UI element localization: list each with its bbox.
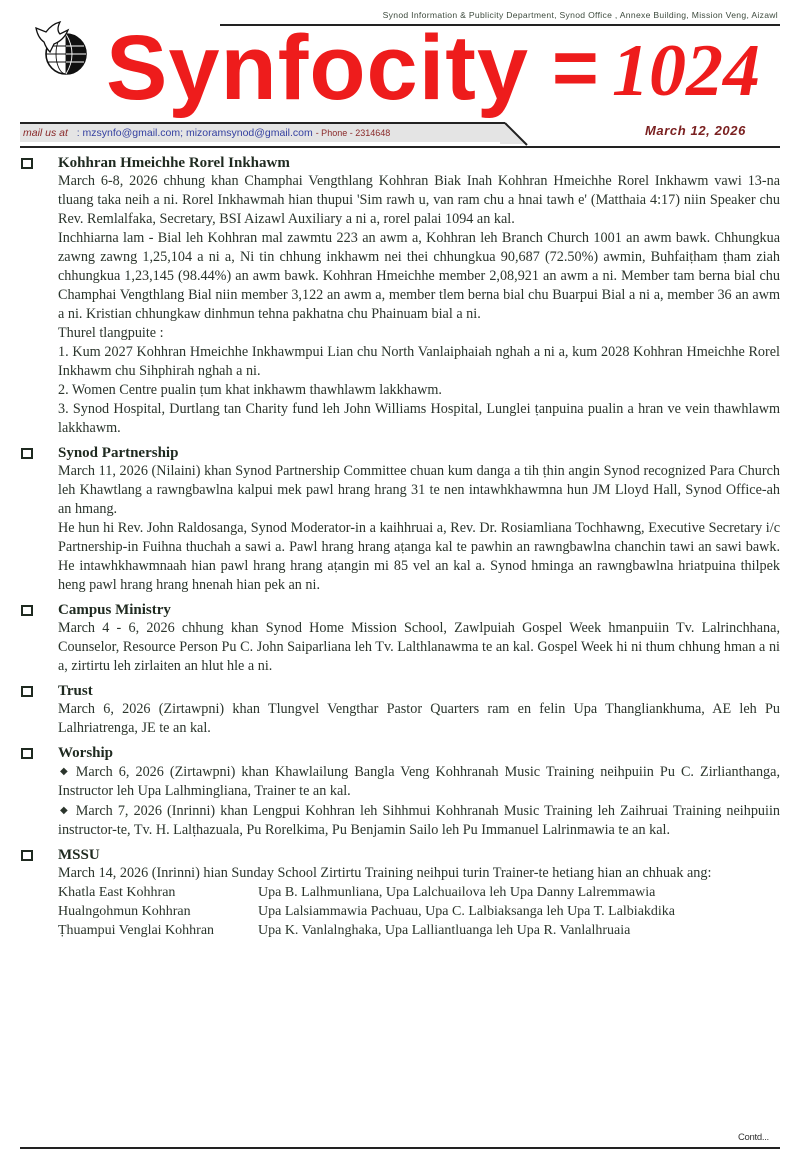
checkbox-square-icon: [21, 748, 33, 759]
section-title: Campus Ministry: [58, 602, 171, 618]
paragraph: 3. Synod Hospital, Durtlang tan Charity fund leh John Williams Hospital, Lunglei ṭanpuina pualin a hran ve vein thawhlawm lakkhawm.: [58, 401, 780, 436]
paragraph: 1. Kum 2027 Kohhran Hmeichhe Inkhawmpui Lian chu North Vanlaiphaiah nghah a ni a, kum 2028 Kohhran Hmeichhe Rorel Inkhawm chu Sihphirah nghah a ni.: [58, 344, 780, 379]
masthead-header: [0, 0, 800, 155]
trainer-names: Upa Lalsiammawia Pachuau, Upa C. Lalbiaksanga leh Upa T. Lalbiakdika: [258, 904, 676, 919]
contact-emails[interactable]: mzsynfo@gmail.com; mizoramsynod@gmail.com: [82, 127, 313, 139]
mail-label: mail us at: [23, 127, 68, 139]
continued-label: Contd...: [738, 1132, 769, 1143]
newsletter-title: Synfocity: [106, 17, 530, 119]
trainer-names: Upa K. Vanlalnghaka, Upa Lalliantluanga leh Upa R. Vanlalhruaia: [258, 923, 631, 938]
section-worship: [0, 742, 800, 840]
checkbox-square-icon: [21, 605, 33, 616]
paragraph: Inchhiarna lam - Bial leh Kohhran mal zawmtu 223 an awm a, Kohhran leh Branch Church 1001 an awm bawk. Chhungkua zawng zawng 1,25,104 a ni a, Ni tin chhung inkhawm nei thei chhungkua 90,687 (72.50%) awmin, Buhfaiṭham ṭham ziah chhungkua 1,23,145 (98.44%) an awm bawk. Kohhran Hmeichhe member 2,08,921 an awm a ni. Member tam berna bial chu Champhai Vengthlang Bial niin member 3,122 an awm a, member tlem berna bial chu Buarpui Bial a ni a, member 36 an awm a ni. Kristian chhungkaw dinhmun tehna pakhatna chu Phainuam bial a ni.: [58, 230, 780, 322]
section-title: Synod Partnership: [58, 445, 179, 461]
contact-bar: [20, 122, 505, 142]
paragraph: March 4 - 6, 2026 chhung khan Synod Home Mission School, Zawlpuiah Gospel Week hmanpuiin Tv. Lalrinchhana, Counselor, Resource Person Pu C. John Saiparliana leh Tv. Lalthlanawma te an kal. Gospel Week hi ni thum chhung hman a ni a, zirtirtu leh zirlaiten an hlut hle a ni.: [58, 620, 780, 674]
section-trust: [0, 680, 800, 738]
trainer-church: Khatla East Kohhran: [58, 885, 176, 900]
footer-rule: [20, 1147, 780, 1149]
issue-number: 1024: [612, 30, 760, 112]
section-synod-partnership: [0, 442, 800, 595]
diamond-bullet-icon: ◆: [60, 805, 68, 816]
trainer-church: Ṭhuampui Venglai Kohhran: [58, 923, 215, 938]
trainer-row: [58, 902, 780, 921]
checkbox-square-icon: [21, 158, 33, 169]
bullet-text: March 6, 2026 (Zirtawpni) khan Khawlailung Bangla Veng Kohhranah Music Training neihpuiin Pu C. Zirlianthanga, Instructor leh Upa Lalhmingliana, Trainer te an kal.: [58, 764, 780, 799]
paragraph: March 6, 2026 (Zirtawpni) khan Tlungvel Vengthar Pastor Quarters ram en felin Upa Thangliankhuma, AE leh Pu Lalhriatrenga, JE te an kal.: [58, 701, 780, 736]
section-kohhran-hmeichhe: [0, 152, 800, 438]
section-title: Kohhran Hmeichhe Rorel Inkhawm: [58, 155, 290, 171]
checkbox-square-icon: [21, 448, 33, 459]
paragraph: He hun hi Rev. John Raldosanga, Synod Moderator-in a kaihhruai a, Rev. Dr. Rosiamliana Tochhawng, Executive Secretary i/c Partnership-in Fuihna thuchah a sawi a. Pawl hrang hrang aṭanga kal te pawhin an rawngbawlna chanchin tawi an sawi bawk. He intawhkhawmnaah hian pawl hrang hrang aṭangin mi 85 vel an kal a. Synod hminga an rawngbawlna hriatpuina thilpek heng pawl hrang hrang hnenah hian pek an ni.: [58, 520, 780, 593]
paragraph: Thurel tlangpuite :: [58, 325, 164, 341]
section-title: Worship: [58, 745, 114, 761]
issue-equals: =: [552, 23, 599, 112]
mail-separator: :: [76, 127, 80, 139]
section-title: Trust: [58, 683, 93, 699]
dove-globe-icon: [30, 18, 90, 78]
paragraph: March 11, 2026 (Nilaini) khan Synod Partnership Committee chuan kum danga a tih ṭhin angin Synod recognized Para Church leh Khawtlang a rawngbawlna kalpui mek pawl hrang hrang 31 te nen intawhkhawmna hun JM Lloyd Hall, Synod Office-ah an hmang.: [58, 463, 780, 517]
trainer-names: Upa B. Lalhmunliana, Upa Lalchuailova leh Upa Danny Lalremmawia: [258, 885, 656, 900]
section-mssu: [0, 844, 800, 940]
contact-phone: - Phone - 2314648: [315, 128, 391, 138]
checkbox-square-icon: [21, 686, 33, 697]
trainer-church: Hualngohmun Kohhran: [58, 904, 191, 919]
paragraph: March 14, 2026 (Inrinni) hian Sunday School Zirtirtu Training neihpui turin Trainer-te hetiang hian an chhuak ang:: [58, 865, 712, 881]
bullet-text: March 7, 2026 (Inrinni) khan Lengpui Kohhran leh Sihhmui Kohhranah Music Training leh Zaihruai Training neihpuiin instructor-te, Tv. H. Lalṭhazuala, Pu Rorelkima, Pu Benjamin Sailo leh Pu Immanuel Lalrinmawia te an kal.: [58, 803, 780, 838]
paragraph: 2. Women Centre pualin ṭum khat inkhawm thawhlawm lakkhawm.: [58, 382, 442, 398]
diamond-bullet-icon: ◆: [60, 766, 68, 777]
paragraph: March 6-8, 2026 chhung khan Champhai Vengthlang Kohhran Biak Inah Kohhran Hmeichhe Rorel Inkhawm vawi 13-na tluang taka neih a ni. Rorel Inkhawmah hian thupui 'Sim rawh u, van ram chu a hnai tawh e' (Matthaia 4:17) niin Speaker chu Rev. Remlalfaka, Secretary, BSI Aizawl Auxiliary a ni a, rorel palai 1094 an kal.: [58, 173, 780, 227]
bullet-item: [58, 762, 780, 801]
publisher-tagline: Synod Information & Publicity Department, Synod Office , Annexe Building, Mission Veng, Aizawl: [382, 10, 778, 20]
issue-date: March 12, 2026: [645, 123, 746, 138]
contact-bar-tail: [500, 120, 530, 146]
section-title: MSSU: [58, 847, 100, 863]
trainer-row: [58, 921, 780, 940]
trainer-row: [58, 883, 780, 902]
section-campus-ministry: [0, 599, 800, 676]
news-content: [0, 152, 800, 940]
bullet-item: [58, 801, 780, 840]
header-rule: [20, 146, 780, 148]
checkbox-square-icon: [21, 850, 33, 861]
